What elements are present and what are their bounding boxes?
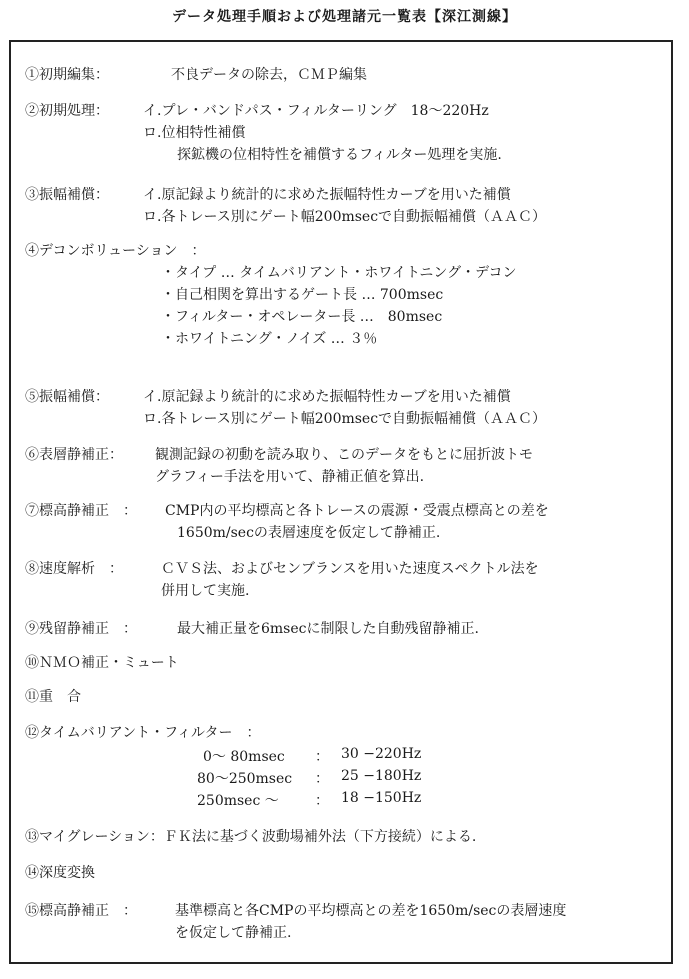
filter-band: 18 −150Hz <box>341 790 422 806</box>
step-text: ・タイプ … タイムバリアント・ホワイトニング・デコン <box>161 265 517 281</box>
step-label: ⑦標高静補正 ： <box>25 503 137 519</box>
step-text: 基準標高と各CMPの平均標高との差を1650m/secの表層速度 <box>175 903 567 919</box>
step-text: ・フィルター・オペレーター長 … 80msec <box>161 309 443 325</box>
step-text: イ.プレ・バンドパス・フィルターリング 18〜220Hz <box>143 103 489 119</box>
step-text: ・自己相関を算出するゲート長 … 700msec <box>161 287 444 303</box>
step-text: 探鉱機の位相特性を補償するフィルター処理を実施. <box>177 147 502 163</box>
step-label: ⑫タイムバリアント・フィルター ： <box>25 725 261 741</box>
filter-range: 0〜 80msec <box>203 749 285 765</box>
step-text: 観測記録の初動を読み取り、このデータをもとに屈折波トモ <box>155 447 533 463</box>
filter-range: 80〜250msec <box>197 771 293 787</box>
filter-range: 250msec 〜 <box>197 793 279 809</box>
step-label: ②初期処理： <box>25 103 109 119</box>
step-label: ⑩ＮＭＯ補正・ミュート <box>25 655 179 671</box>
step-label: ④デコンボリューション ： <box>25 243 206 259</box>
step-text: ロ.各トレース別にゲート幅200msecで自動振幅補償（ＡＡＣ） <box>143 411 547 427</box>
step-label: ⑭深度変換 <box>25 865 95 881</box>
step-text: 最大補正量を6msecに制限した自動残留静補正. <box>177 621 479 637</box>
step-text: 1650m/secの表層速度を仮定して静補正. <box>177 525 441 541</box>
step-label: ⑨残留静補正 ： <box>25 621 137 637</box>
step-text: ロ.各トレース別にゲート幅200msecで自動振幅補償（ＡＡＣ） <box>143 209 547 225</box>
step-text: グラフィー手法を用いて、静補正値を算出. <box>155 469 425 485</box>
step-label: ③振幅補償： <box>25 187 109 203</box>
step-label: ⑪重 合 <box>25 689 81 705</box>
page-title: データ処理手順および処理諸元一覧表【深江測線】 <box>172 9 517 25</box>
step-text: 不良データの除去，ＣＭＰ編集 <box>171 67 367 83</box>
step-label: ⑧速度解析 ： <box>25 561 123 577</box>
filter-band: 25 −180Hz <box>341 768 422 784</box>
step-label: ⑥表層静補正： <box>25 447 123 463</box>
filter-separator: ： <box>315 771 329 787</box>
filter-band: 30 −220Hz <box>341 746 422 762</box>
step-text: ＣＶＳ法、およびセンブランスを用いた速度スペクトル法を <box>161 561 539 577</box>
step-label: ①初期編集： <box>25 67 109 83</box>
step-text: イ.原記録より統計的に求めた振幅特性カーブを用いた補償 <box>143 187 511 203</box>
step-text: CMP内の平均標高と各トレースの震源・受震点標高との差を <box>165 503 549 519</box>
step-label: ⑤振幅補償： <box>25 389 109 405</box>
step-text: を仮定して静補正. <box>175 925 292 941</box>
step-label: ⑬マイグレーション：ＦＫ法に基づく波動場補外法（下方接続）による. <box>25 829 477 845</box>
filter-separator: ： <box>315 749 329 765</box>
processing-table-frame <box>9 40 673 964</box>
step-label: ⑮標高静補正 ： <box>25 903 137 919</box>
step-text: ロ.位相特性補償 <box>143 125 246 141</box>
filter-separator: ： <box>315 793 329 809</box>
step-text: ・ホワイトニング・ノイズ … ３％ <box>161 331 378 347</box>
step-text: 併用して実施. <box>161 583 250 599</box>
step-text: イ.原記録より統計的に求めた振幅特性カーブを用いた補償 <box>143 389 511 405</box>
